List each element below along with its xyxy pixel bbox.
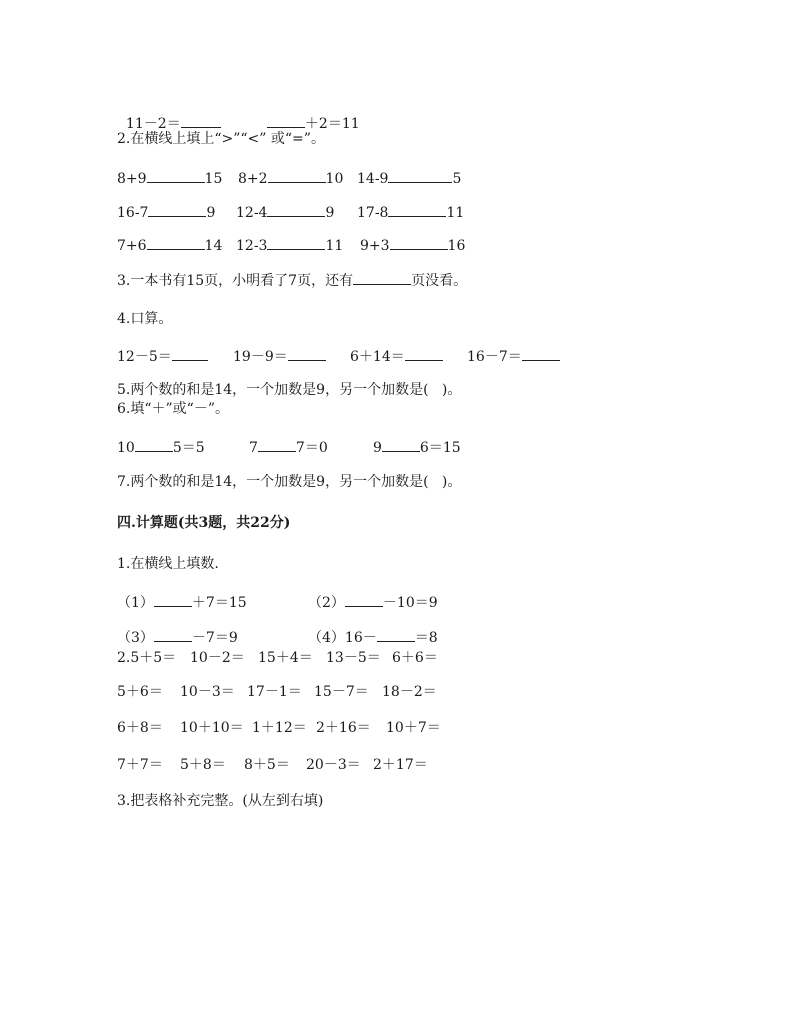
calc-cell: 20－3＝ [306, 757, 361, 773]
right-value: 11 [446, 205, 465, 221]
left-expr: 14-9 [357, 171, 389, 187]
compare-item [117, 202, 215, 222]
calc-cell: 5＋6＝ [117, 684, 163, 700]
right-value: 14 [204, 238, 223, 254]
fill-number-item [117, 592, 247, 612]
problem-11-minus-2 [117, 95, 221, 133]
right-value: 5 [452, 171, 462, 187]
q6-title: 6.填“＋”或“－”。 [117, 401, 229, 417]
sign-fill-item [249, 437, 328, 457]
compare-item [236, 202, 334, 222]
q5-text: 5.两个数的和是14，一个加数是9，另一个加数是( )。 [117, 382, 462, 398]
expression-text: 16－7＝ [467, 349, 522, 365]
right-expr: 7＝0 [295, 440, 328, 456]
oral-calc-item [117, 346, 208, 366]
right-value: 16 [447, 238, 466, 254]
answer-blank[interactable] [172, 346, 208, 361]
compare-item [357, 168, 461, 188]
item-suffix: －7＝9 [191, 630, 238, 646]
calc-cell: 17－1＝ [247, 684, 302, 700]
answer-blank[interactable] [154, 592, 192, 607]
sign-blank[interactable] [135, 437, 173, 452]
right-value: 15 [204, 171, 223, 187]
q7-text: 7.两个数的和是14，一个加数是9，另一个加数是( )。 [117, 474, 462, 490]
calc-cell: 10＋7＝ [386, 720, 441, 736]
expression-text: ＋2＝11 [304, 116, 360, 132]
sign-fill-item [117, 437, 205, 457]
compare-blank[interactable] [268, 168, 326, 183]
left-expr: 16-7 [117, 205, 149, 221]
section-heading: 四.计算题(共3题，共22分) [117, 515, 291, 531]
right-value: 10 [325, 171, 344, 187]
right-value: 9 [325, 205, 335, 221]
oral-calc-item [350, 346, 443, 366]
right-expr: 6＝15 [419, 440, 461, 456]
item-suffix: －10＝9 [382, 595, 438, 611]
right-value: 11 [325, 238, 344, 254]
left-expr: 17-8 [357, 205, 389, 221]
calc-cell: 6＋8＝ [117, 720, 163, 736]
expression-text: 12－5＝ [117, 349, 172, 365]
q4-title: 4.口算。 [117, 311, 173, 327]
compare-blank[interactable] [147, 168, 205, 183]
right-expr: 5＝5 [172, 440, 205, 456]
sign-fill-item [373, 437, 461, 457]
calc-cell: 10－3＝ [180, 684, 235, 700]
calc-cell: 10＋10＝ [180, 720, 244, 736]
answer-blank[interactable] [353, 270, 411, 285]
left-expr: 12-4 [236, 205, 268, 221]
left-expr: 12-3 [236, 238, 268, 254]
compare-item [117, 168, 222, 188]
item-suffix: ＋7＝15 [191, 595, 247, 611]
left-expr: 9+3 [360, 238, 390, 254]
answer-blank[interactable] [522, 346, 560, 361]
oral-calc-item [233, 346, 326, 366]
calc-cell: 5＋8＝ [180, 757, 226, 773]
sign-blank[interactable] [258, 437, 296, 452]
calc-cell: 10－2＝ [190, 650, 245, 666]
compare-blank[interactable] [267, 202, 325, 217]
compare-blank[interactable] [147, 235, 205, 250]
answer-blank[interactable] [154, 627, 192, 642]
compare-item [236, 235, 343, 255]
q3-text-before: 3.一本书有15页，小明看了7页，还有 [117, 273, 354, 289]
compare-blank[interactable] [390, 235, 448, 250]
q3-text-after: 页没看。 [411, 273, 468, 289]
answer-blank[interactable] [377, 627, 415, 642]
fill-number-item [117, 627, 238, 647]
expression-text: 19－9＝ [233, 349, 288, 365]
item-prefix: （3） [117, 630, 154, 646]
calc-cell: 13－5＝ [326, 650, 381, 666]
answer-blank[interactable] [345, 592, 383, 607]
compare-item [238, 168, 343, 188]
left-expr: 8+2 [238, 171, 268, 187]
left-number: 7 [249, 440, 258, 456]
compare-blank[interactable] [388, 202, 446, 217]
fill-number-item [308, 627, 438, 647]
compare-item [117, 235, 222, 255]
q3-word-problem [117, 270, 467, 290]
c3-title: 3.把表格补充完整。(从左到右填) [117, 793, 324, 809]
calc-cell: 6＋6＝ [392, 650, 438, 666]
compare-item [360, 235, 465, 255]
sign-blank[interactable] [382, 437, 420, 452]
calc-cell: 2＋17＝ [373, 757, 428, 773]
answer-blank[interactable] [267, 113, 305, 128]
item-prefix: （1） [117, 595, 154, 611]
c1-title: 1.在横线上填数. [117, 556, 219, 572]
calc-cell: 2.5＋5＝ [117, 650, 177, 666]
calc-cell: 7＋7＝ [117, 757, 163, 773]
problem-blank-plus-2 [258, 95, 360, 133]
left-number: 10 [117, 440, 135, 456]
calc-cell: 8＋5＝ [244, 757, 290, 773]
compare-item [357, 202, 464, 222]
calc-cell: 2＋16＝ [316, 720, 371, 736]
compare-blank[interactable] [148, 202, 206, 217]
calc-cell: 15－7＝ [314, 684, 369, 700]
item-suffix: ＝8 [414, 630, 438, 646]
calc-cell: 15＋4＝ [258, 650, 313, 666]
calc-cell: 18－2＝ [382, 684, 437, 700]
calc-cell: 1＋12＝ [252, 720, 307, 736]
answer-blank[interactable] [288, 346, 326, 361]
right-value: 9 [206, 205, 216, 221]
q2-title: 2.在横线上填上“>”“<” 或“=”。 [117, 131, 325, 147]
answer-blank[interactable] [181, 113, 221, 128]
compare-blank[interactable] [267, 235, 325, 250]
answer-blank[interactable] [405, 346, 443, 361]
expression-text: 11－2＝ [125, 116, 181, 132]
left-number: 9 [373, 440, 382, 456]
fill-number-item [308, 592, 438, 612]
compare-blank[interactable] [388, 168, 452, 183]
oral-calc-item [467, 346, 560, 366]
left-expr: 7+6 [117, 238, 147, 254]
item-prefix: （4）16－ [308, 630, 377, 646]
item-prefix: （2） [308, 595, 345, 611]
left-expr: 8+9 [117, 171, 147, 187]
expression-text: 6＋14＝ [350, 349, 405, 365]
